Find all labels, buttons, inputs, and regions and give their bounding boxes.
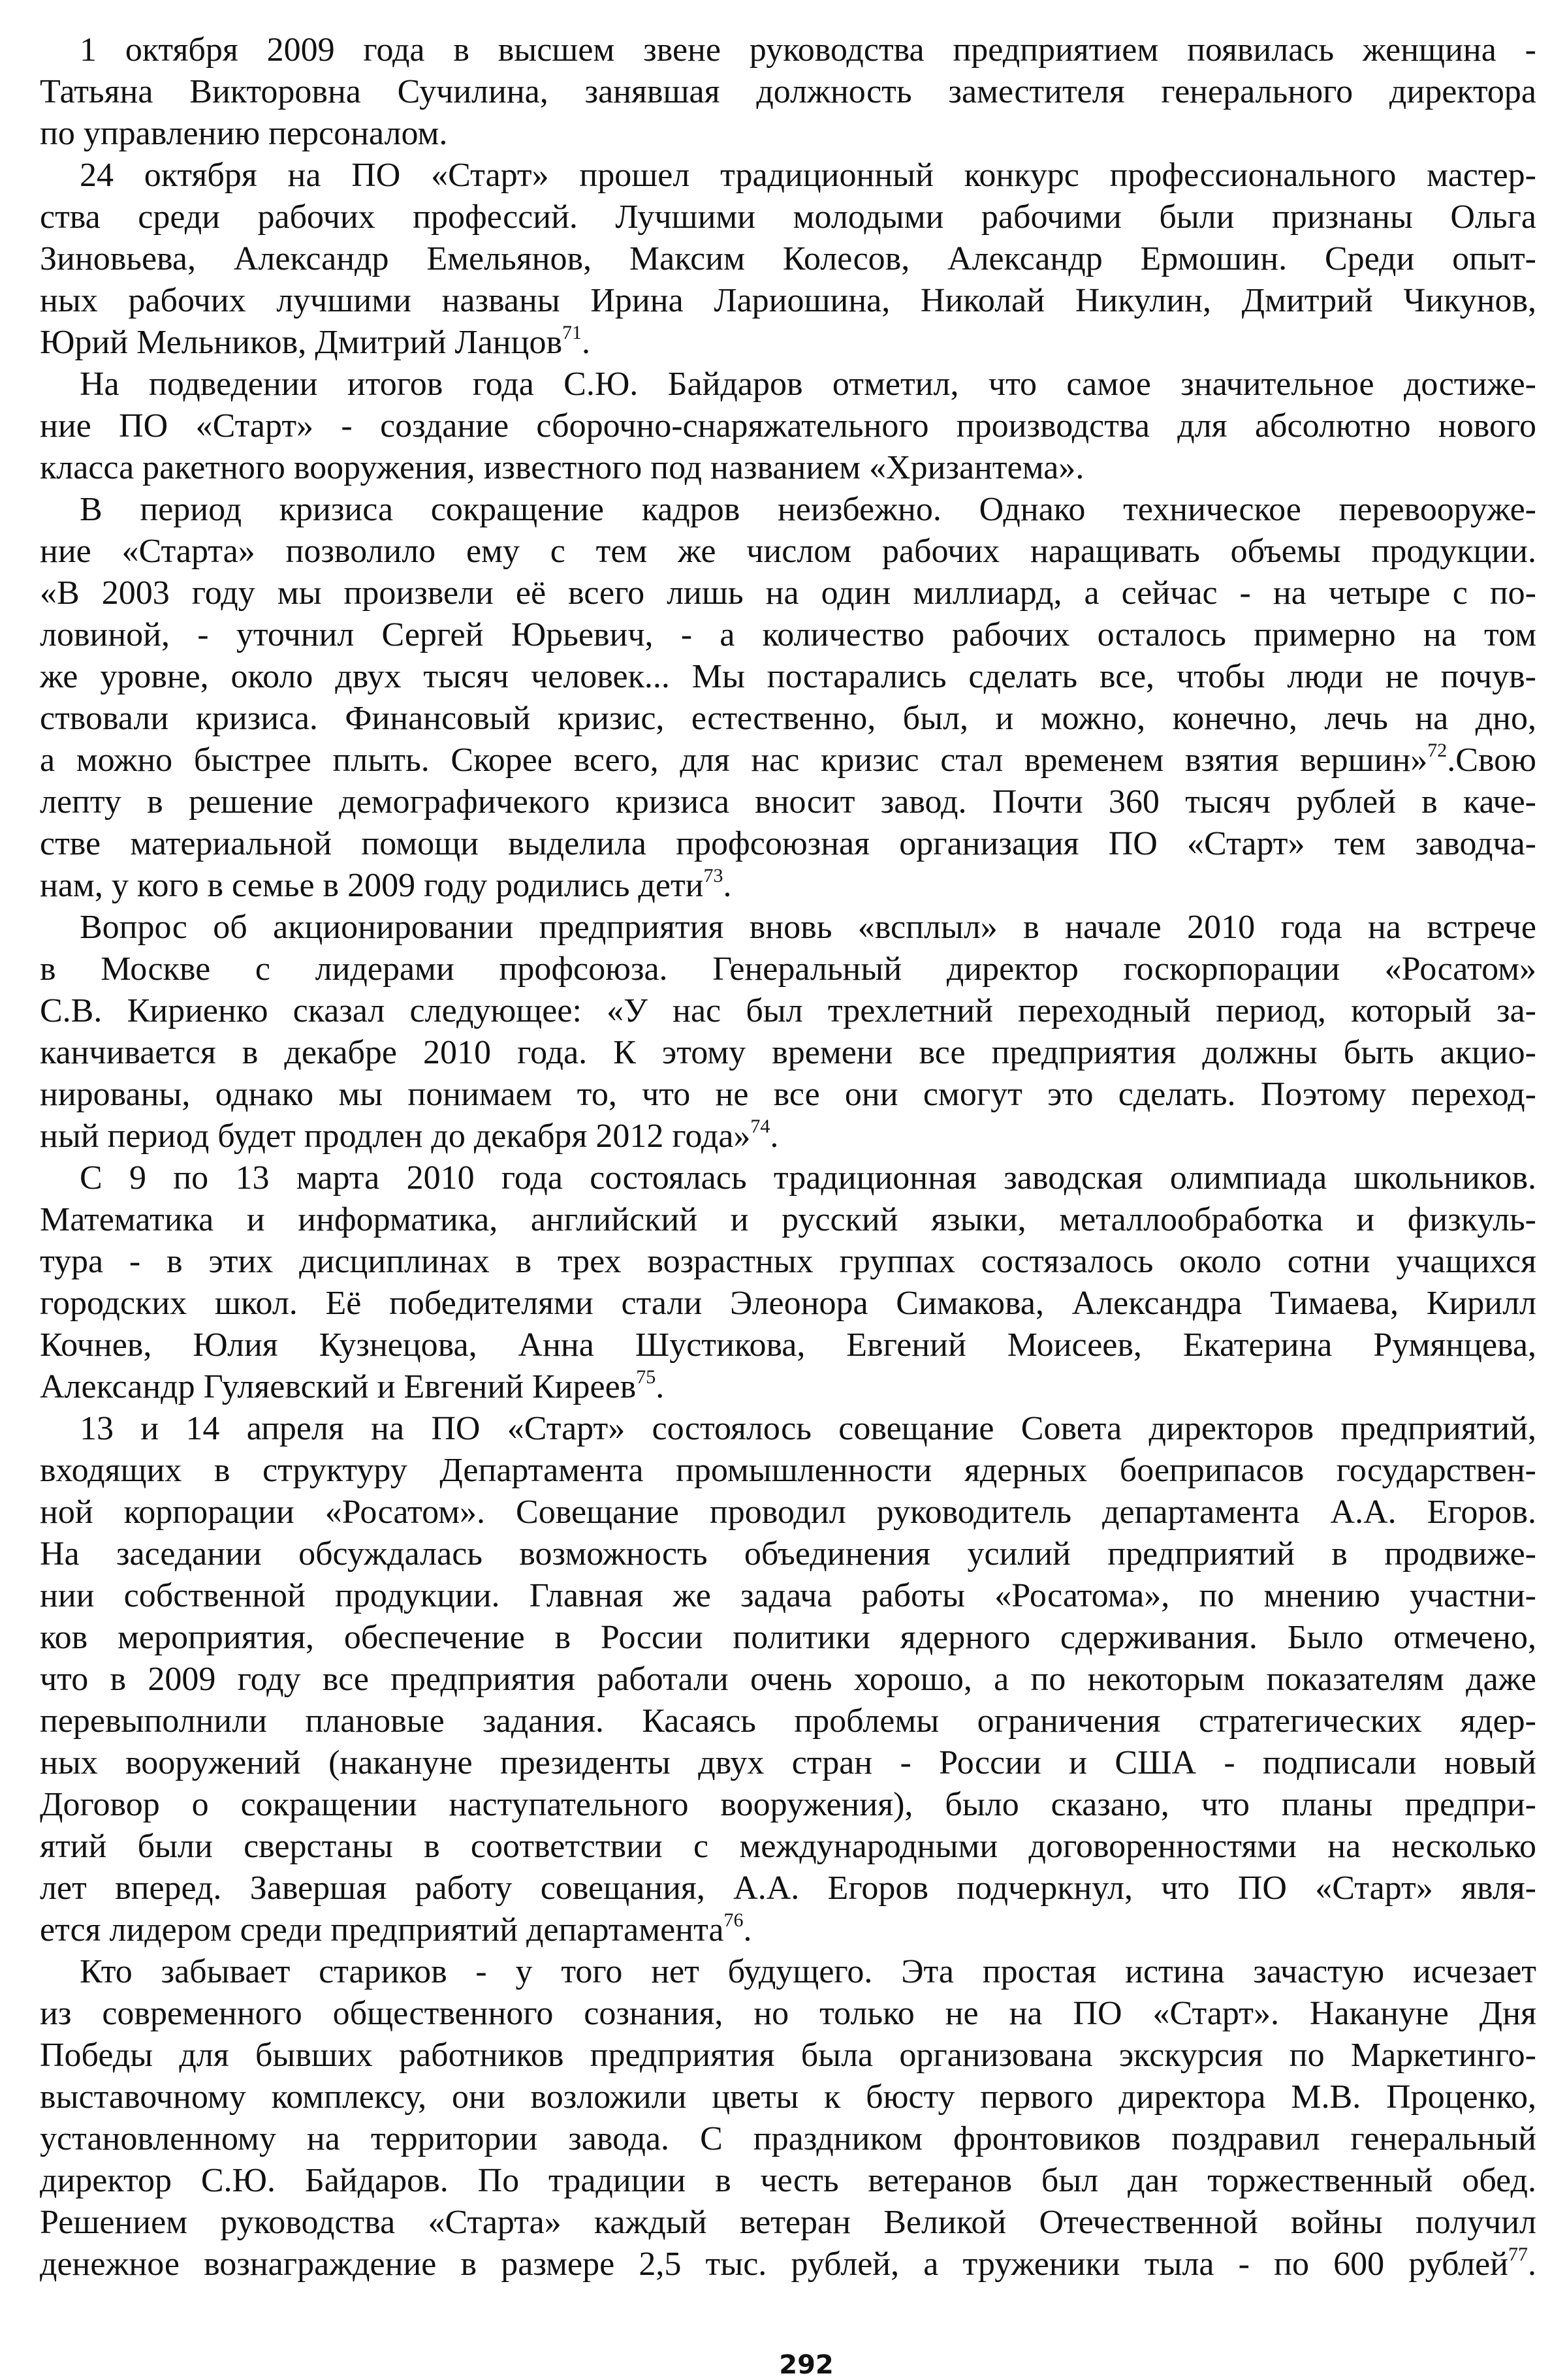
footnote-ref: 73 bbox=[703, 865, 723, 886]
text-line: канчивается в декабре 2010 года. К этому времени все предприятия должны быть акцио- bbox=[40, 1034, 1536, 1071]
text-line: входящих в структуру Департамента промышленности ядерных боеприпасов государствен- bbox=[40, 1452, 1536, 1489]
text-line: директор С.Ю. Байдаров. По традиции в честь ветеранов был дан торжественный обед. bbox=[40, 2162, 1536, 2199]
text-line: тура - в этих дисциплинах в трех возрастных группах состязалось около сотни учащихся bbox=[40, 1243, 1536, 1280]
text-line: выставочному комплексу, они возложили цветы к бюсту первого директора М.В. Проценко, bbox=[40, 2078, 1536, 2116]
text-line: класса ракетного вооружения, известного под названием «Хризантема». bbox=[40, 449, 1084, 486]
text-line: ной корпорации «Росатом». Совещание проводил руководитель департамента А.А. Егоров. bbox=[40, 1494, 1536, 1531]
paragraph bbox=[40, 29, 1536, 155]
footnote-ref: 75 bbox=[636, 1366, 656, 1388]
text-line: С 9 по 13 марта 2010 года состоялась традиционная заводская олимпиада школьников. bbox=[80, 1159, 1536, 1197]
text-line: а можно быстрее плыть. Скорее всего, для нас кризис стал временем взятия вершин»$^{72}$.Свою bbox=[40, 740, 1536, 779]
text-line: стве материальной помощи выделила профсоюзная организация ПО «Старт» тем заводча- bbox=[40, 825, 1536, 862]
text-line: ловиной, - уточнил Сергей Юрьевич, - а количество рабочих осталось примерно на том bbox=[40, 616, 1536, 653]
text-line: Математика и информатика, английский и русский языки, металлообработка и физкуль- bbox=[40, 1201, 1536, 1238]
text-line: лепту в решение демографичекого кризиса вносит завод. Почти 360 тысяч рублей в каче- bbox=[40, 783, 1536, 821]
text-line: ствовали кризиса. Финансовый кризис, естественно, был, и можно, конечно, лечь на дно, bbox=[40, 700, 1536, 737]
footnote-ref: 72 bbox=[1427, 740, 1448, 761]
text-line: Александр Гуляевский и Евгений Киреев$^{75}$. bbox=[40, 1366, 665, 1405]
footnote-ref: 76 bbox=[723, 1909, 744, 1931]
text-line: лет вперед. Завершая работу совещания, А.А. Егоров подчеркнул, что ПО «Старт» явля- bbox=[40, 1870, 1536, 1907]
text-line: ние ПО «Старт» - создание сборочно-снаряжательного производства для абсолютно нового bbox=[40, 407, 1536, 445]
text-line: Кто забывает стариков - у того нет будущего. Эта простая истина зачастую исчезает bbox=[80, 1953, 1536, 1990]
text-line: Договор о сокращении наступательного вооружения), было сказано, что планы предпри- bbox=[40, 1786, 1536, 1823]
page-number: 292 bbox=[779, 2350, 834, 2380]
text-line: ный период будет продлен до декабря 2012 года»$^{74}$. bbox=[40, 1116, 779, 1155]
text-line: Зиновьева, Александр Емельянов, Максим Колесов, Александр Ермошин. Среди опыт- bbox=[40, 240, 1536, 277]
text-line: ков мероприятия, обеспечение в России политики ядерного сдерживания. Было отмечено, bbox=[40, 1619, 1536, 1656]
footnote-ref: 77 bbox=[1508, 2244, 1528, 2265]
paragraph bbox=[40, 1408, 1536, 1951]
text-line: из современного общественного сознания, но только не на ПО «Старт». Накануне Дня bbox=[40, 1995, 1536, 2032]
paragraph bbox=[40, 364, 1536, 489]
text-line: Юрий Мельников, Дмитрий Ланцов$^{71}$. bbox=[40, 322, 591, 361]
text-line: денежное вознаграждение в размере 2,5 тыс. рублей, а труженики тыла - по 600 рублей$^{77}$. bbox=[40, 2244, 1536, 2283]
text-line: нии собственной продукции. Главная же задача работы «Росатома», по мнению участни- bbox=[40, 1577, 1536, 1614]
text-line: городских школ. Её победителями стали Элеонора Симакова, Александра Тимаева, Кирилл bbox=[40, 1285, 1536, 1322]
text-line: Решением руководства «Старта» каждый ветеран Великой Отечественной войны получил bbox=[40, 2204, 1536, 2241]
text-line: ется лидером среди предприятий департамента$^{76}$. bbox=[40, 1909, 752, 1949]
paragraph bbox=[40, 1157, 1536, 1408]
text-line: что в 2009 году все предприятия работали очень хорошо, а по некоторым показателям даже bbox=[40, 1661, 1536, 1698]
text-line: В период кризиса сокращение кадров неизбежно. Однако техническое перевооруже- bbox=[80, 491, 1536, 528]
text-line: в Москве с лидерами профсоюза. Генеральный директор госкорпорации «Росатом» bbox=[40, 950, 1536, 988]
footnote-ref: 74 bbox=[750, 1116, 770, 1137]
text-line: ние «Старта» позволило ему с тем же числом рабочих наращивать объемы продукции. bbox=[40, 533, 1536, 570]
text-line: ятий были сверстаны в соответствии с международными договоренностями на несколько bbox=[40, 1828, 1536, 1865]
paragraph bbox=[40, 155, 1536, 364]
paragraph bbox=[40, 489, 1536, 907]
text-line: нам, у кого в семье в 2009 году родились дети$^{73}$. bbox=[40, 865, 732, 904]
text-line: Вопрос об акционировании предприятия вновь «всплыл» в начале 2010 года на встрече bbox=[80, 909, 1536, 946]
text-line: ства среди рабочих профессий. Лучшими молодыми рабочими были признаны Ольга bbox=[40, 198, 1536, 236]
text-line: нированы, однако мы понимаем то, что не все они смогут это сделать. Поэтому переход- bbox=[40, 1076, 1536, 1113]
footnote-ref: 71 bbox=[562, 322, 582, 343]
text-line: На подведении итогов года С.Ю. Байдаров отметил, что самое значительное достиже- bbox=[80, 366, 1536, 403]
text-line: На заседании обсуждалась возможность объединения усилий предприятий в продвиже- bbox=[40, 1535, 1536, 1573]
text-line: 24 октября на ПО «Старт» прошел традиционный конкурс профессионального мастер- bbox=[80, 157, 1536, 194]
page-body bbox=[40, 29, 1536, 2285]
text-line: С.В. Кириенко сказал следующее: «У нас был трехлетний переходный период, который за- bbox=[40, 992, 1536, 1029]
text-line: установленному на территории завода. С праздником фронтовиков поздравил генеральный bbox=[40, 2120, 1536, 2157]
text-line: 13 и 14 апреля на ПО «Старт» состоялось совещание Совета директоров предприятий, bbox=[80, 1410, 1536, 1447]
text-line: перевыполнили плановые задания. Касаясь проблемы ограничения стратегических ядер- bbox=[40, 1702, 1536, 1740]
text-line: ных вооружений (накануне президенты двух стран - России и США - подписали новый bbox=[40, 1744, 1536, 1781]
paragraph bbox=[40, 907, 1536, 1157]
text-line: Татьяна Викторовна Сучилина, занявшая должность заместителя генерального директора bbox=[40, 73, 1536, 110]
text-line: же уровне, около двух тысяч человек... Мы постарались сделать все, чтобы люди не почув- bbox=[40, 658, 1536, 695]
paragraph bbox=[40, 1951, 1536, 2285]
text-line: по управлению персоналом. bbox=[40, 115, 448, 152]
text-line: Кочнев, Юлия Кузнецова, Анна Шустикова, Евгений Моисеев, Екатерина Румянцева, bbox=[40, 1326, 1536, 1364]
text-line: «В 2003 году мы произвели её всего лишь на один миллиард, а сейчас - на четыре с по- bbox=[40, 574, 1536, 612]
text-line: Победы для бывших работников предприятия была организована экскурсия по Маркетинго- bbox=[40, 2037, 1536, 2074]
text-line: ных рабочих лучшими названы Ирина Лариошина, Николай Никулин, Дмитрий Чикунов, bbox=[40, 282, 1536, 319]
text-line: 1 октября 2009 года в высшем звене руководства предприятием появилась женщина - bbox=[80, 31, 1536, 69]
